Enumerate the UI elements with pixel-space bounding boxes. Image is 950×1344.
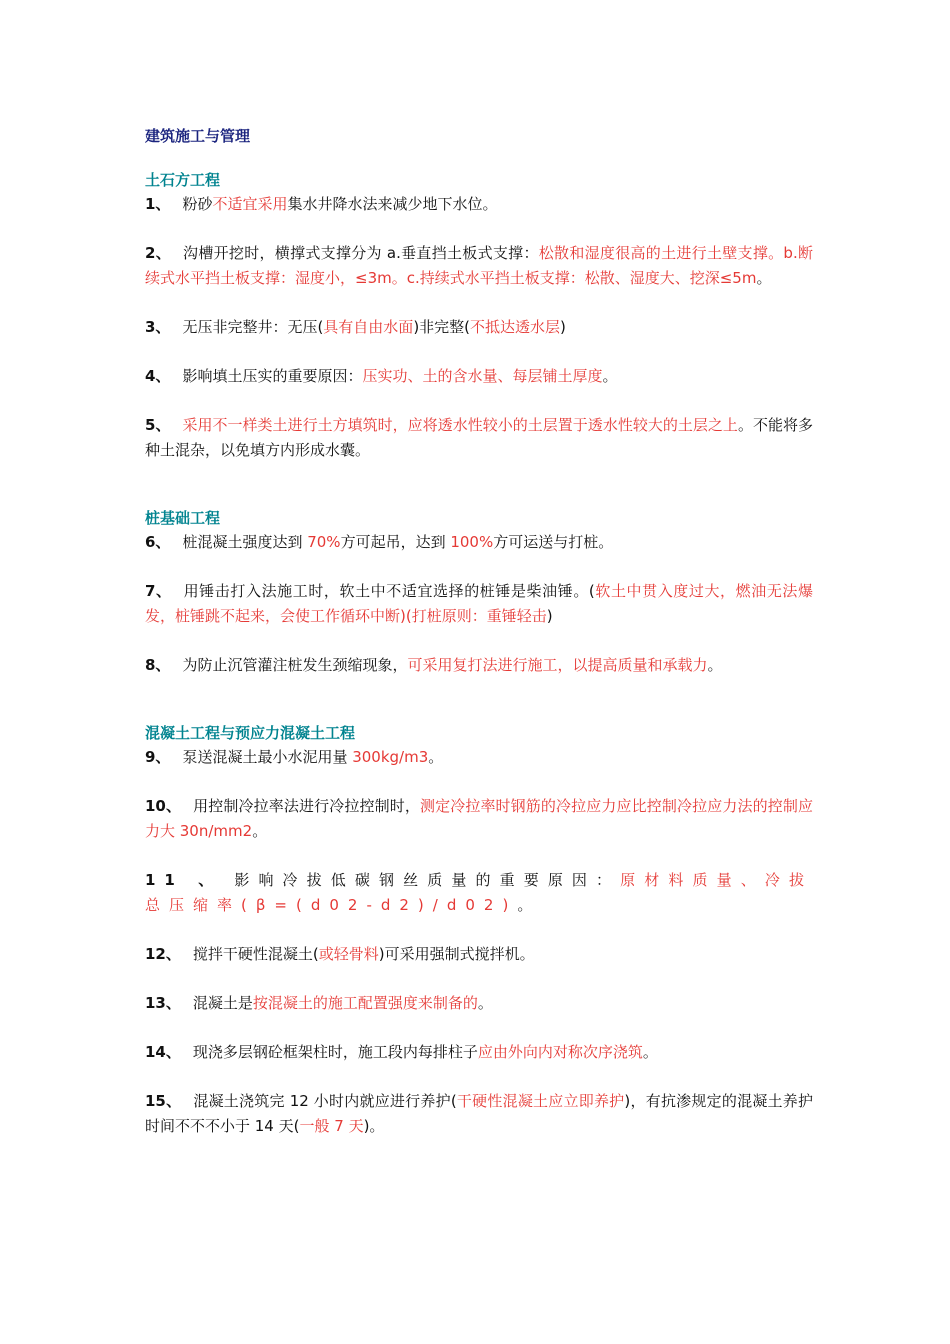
item-number: 3、 [145, 318, 171, 336]
highlighted-text: 70% [307, 533, 341, 551]
item-text: 。 [756, 269, 772, 287]
highlighted-text: 可采用复打法进行施工，以提高质量和承载力 [407, 656, 708, 674]
item-text: 。 [428, 748, 444, 766]
item-text: 用控制冷拉率法进行冷拉控制时， [193, 797, 420, 815]
list-item [145, 579, 813, 629]
item-number: 8、 [145, 656, 171, 674]
list-item [145, 413, 813, 463]
item-text: 。不能将多种土混杂，以免填方内形成水囊。 [145, 416, 813, 459]
list-item [145, 653, 813, 678]
item-number: 9、 [145, 748, 171, 766]
item-text: 泵送混凝土最小水泥用量 [182, 748, 353, 766]
item-number: 11 、 [145, 871, 223, 889]
item-text: 为防止沉管灌注桩发生颈缩现象， [182, 656, 408, 674]
list-item [145, 991, 813, 1016]
item-text: 混凝土浇筑完 12 小时内就应进行养护( [193, 1092, 457, 1110]
item-number: 12、 [145, 945, 181, 963]
item-number: 7、 [145, 582, 172, 600]
list-item [145, 315, 813, 340]
item-text: 搅拌干硬性混凝土( [192, 945, 319, 963]
highlighted-text: 软土中贯入度过大，燃油无法爆发，桩锤跳不起来，会使工作循环中断)(打桩原则：重锤轻击 [145, 582, 813, 625]
item-number: 4、 [145, 367, 171, 385]
document-title: 建筑施工与管理 [145, 127, 251, 145]
list-item [145, 745, 813, 770]
item-text: )，有抗渗规定的混凝土养护时间不不不小于 14 天( [145, 1092, 814, 1135]
section-title: 土石方工程 [145, 171, 221, 189]
list-item [145, 1089, 813, 1139]
item-number: 10、 [145, 797, 182, 815]
item-number: 15、 [145, 1092, 182, 1110]
highlighted-text: 干硬性混凝土应立即养护 [456, 1092, 625, 1110]
item-text: 。 [642, 1043, 658, 1061]
item-text: 。 [707, 656, 723, 674]
item-text: 沟槽开挖时，横撑式支撑分为 a.垂直挡土板式支撑： [183, 244, 539, 262]
item-text: )。 [363, 1117, 385, 1135]
highlighted-text: 或轻骨料 [318, 945, 379, 963]
highlighted-text: 一般 7 天 [299, 1117, 364, 1135]
list-item [145, 530, 813, 555]
item-text: 用锤击打入法施工时，软土中不适宜选择的桩锤是柴油锤。( [183, 582, 595, 600]
list-item [145, 1040, 813, 1065]
highlighted-text: 按混凝土的施工配置强度来制备的 [252, 994, 478, 1012]
item-text: 方可运送与打桩。 [493, 533, 614, 551]
highlighted-text: 原材料质量、冷拔总压缩率(β=(d02-d2)/d02) [145, 871, 813, 914]
item-text: ) [560, 318, 566, 336]
list-item [145, 192, 813, 217]
document-page [145, 124, 813, 1163]
item-text: 影响冷拔低碳钢丝质量的重要原因： [234, 871, 621, 889]
list-item [145, 364, 813, 389]
item-text: 集水井降水法来减少地下水位。 [287, 195, 498, 213]
item-text: 。 [602, 367, 618, 385]
item-text: 混凝土是 [192, 994, 253, 1012]
highlighted-text: 具有自由水面 [323, 318, 414, 336]
section-title: 混凝土工程与预应力混凝土工程 [145, 724, 356, 742]
item-text: 。 [252, 822, 268, 840]
item-number: 1、 [145, 195, 171, 213]
highlighted-text: 松散和湿度很高的土进行土壁支撑。b.断续式水平挡土板支撑：湿度小，≤3m。c.持续式水平挡土板支撑：松散、湿度大、挖深≤5m [145, 244, 814, 287]
highlighted-text: 不抵达透水层 [470, 318, 561, 336]
item-text: )非完整( [413, 318, 471, 336]
highlighted-text: 压实功、土的含水量、每层铺土厚度 [362, 367, 603, 385]
item-text: 粉砂 [182, 195, 213, 213]
highlighted-text: 300kg/m3 [352, 748, 429, 766]
list-item [145, 794, 813, 844]
highlighted-text: 采用不一样类土进行土方填筑时，应将透水性较小的土层置于透水性较大的土层之上 [182, 416, 738, 434]
list-item [145, 868, 813, 918]
item-text: ) [546, 607, 553, 625]
document-body [145, 168, 813, 1139]
item-text: 桩混凝土强度达到 [182, 533, 308, 551]
list-item [145, 942, 813, 967]
item-text: 影响填土压实的重要原因： [182, 367, 363, 385]
item-text: 方可起吊，达到 [340, 533, 451, 551]
item-number: 14、 [145, 1043, 181, 1061]
list-item [145, 241, 813, 291]
highlighted-text: 100% [450, 533, 494, 551]
item-text: 无压非完整井：无压( [182, 318, 324, 336]
item-number: 2、 [145, 244, 172, 262]
item-number: 5、 [145, 416, 171, 434]
item-text: 。 [477, 994, 493, 1012]
highlighted-text: 测定冷拉率时钢筋的冷拉应力应比控制冷拉应力法的控制应力大 30n/mm2 [145, 797, 813, 840]
item-text: 现浇多层钢砼框架柱时，施工段内每排柱子 [192, 1043, 478, 1061]
item-number: 13、 [145, 994, 181, 1012]
item-number: 6、 [145, 533, 171, 551]
highlighted-text: 应由外向内对称次序浇筑 [477, 1043, 643, 1061]
highlighted-text: 不适宜采用 [212, 195, 288, 213]
section-title: 桩基础工程 [145, 509, 221, 527]
item-text: )可采用强制式搅拌机。 [378, 945, 535, 963]
item-text: 。 [517, 896, 542, 914]
